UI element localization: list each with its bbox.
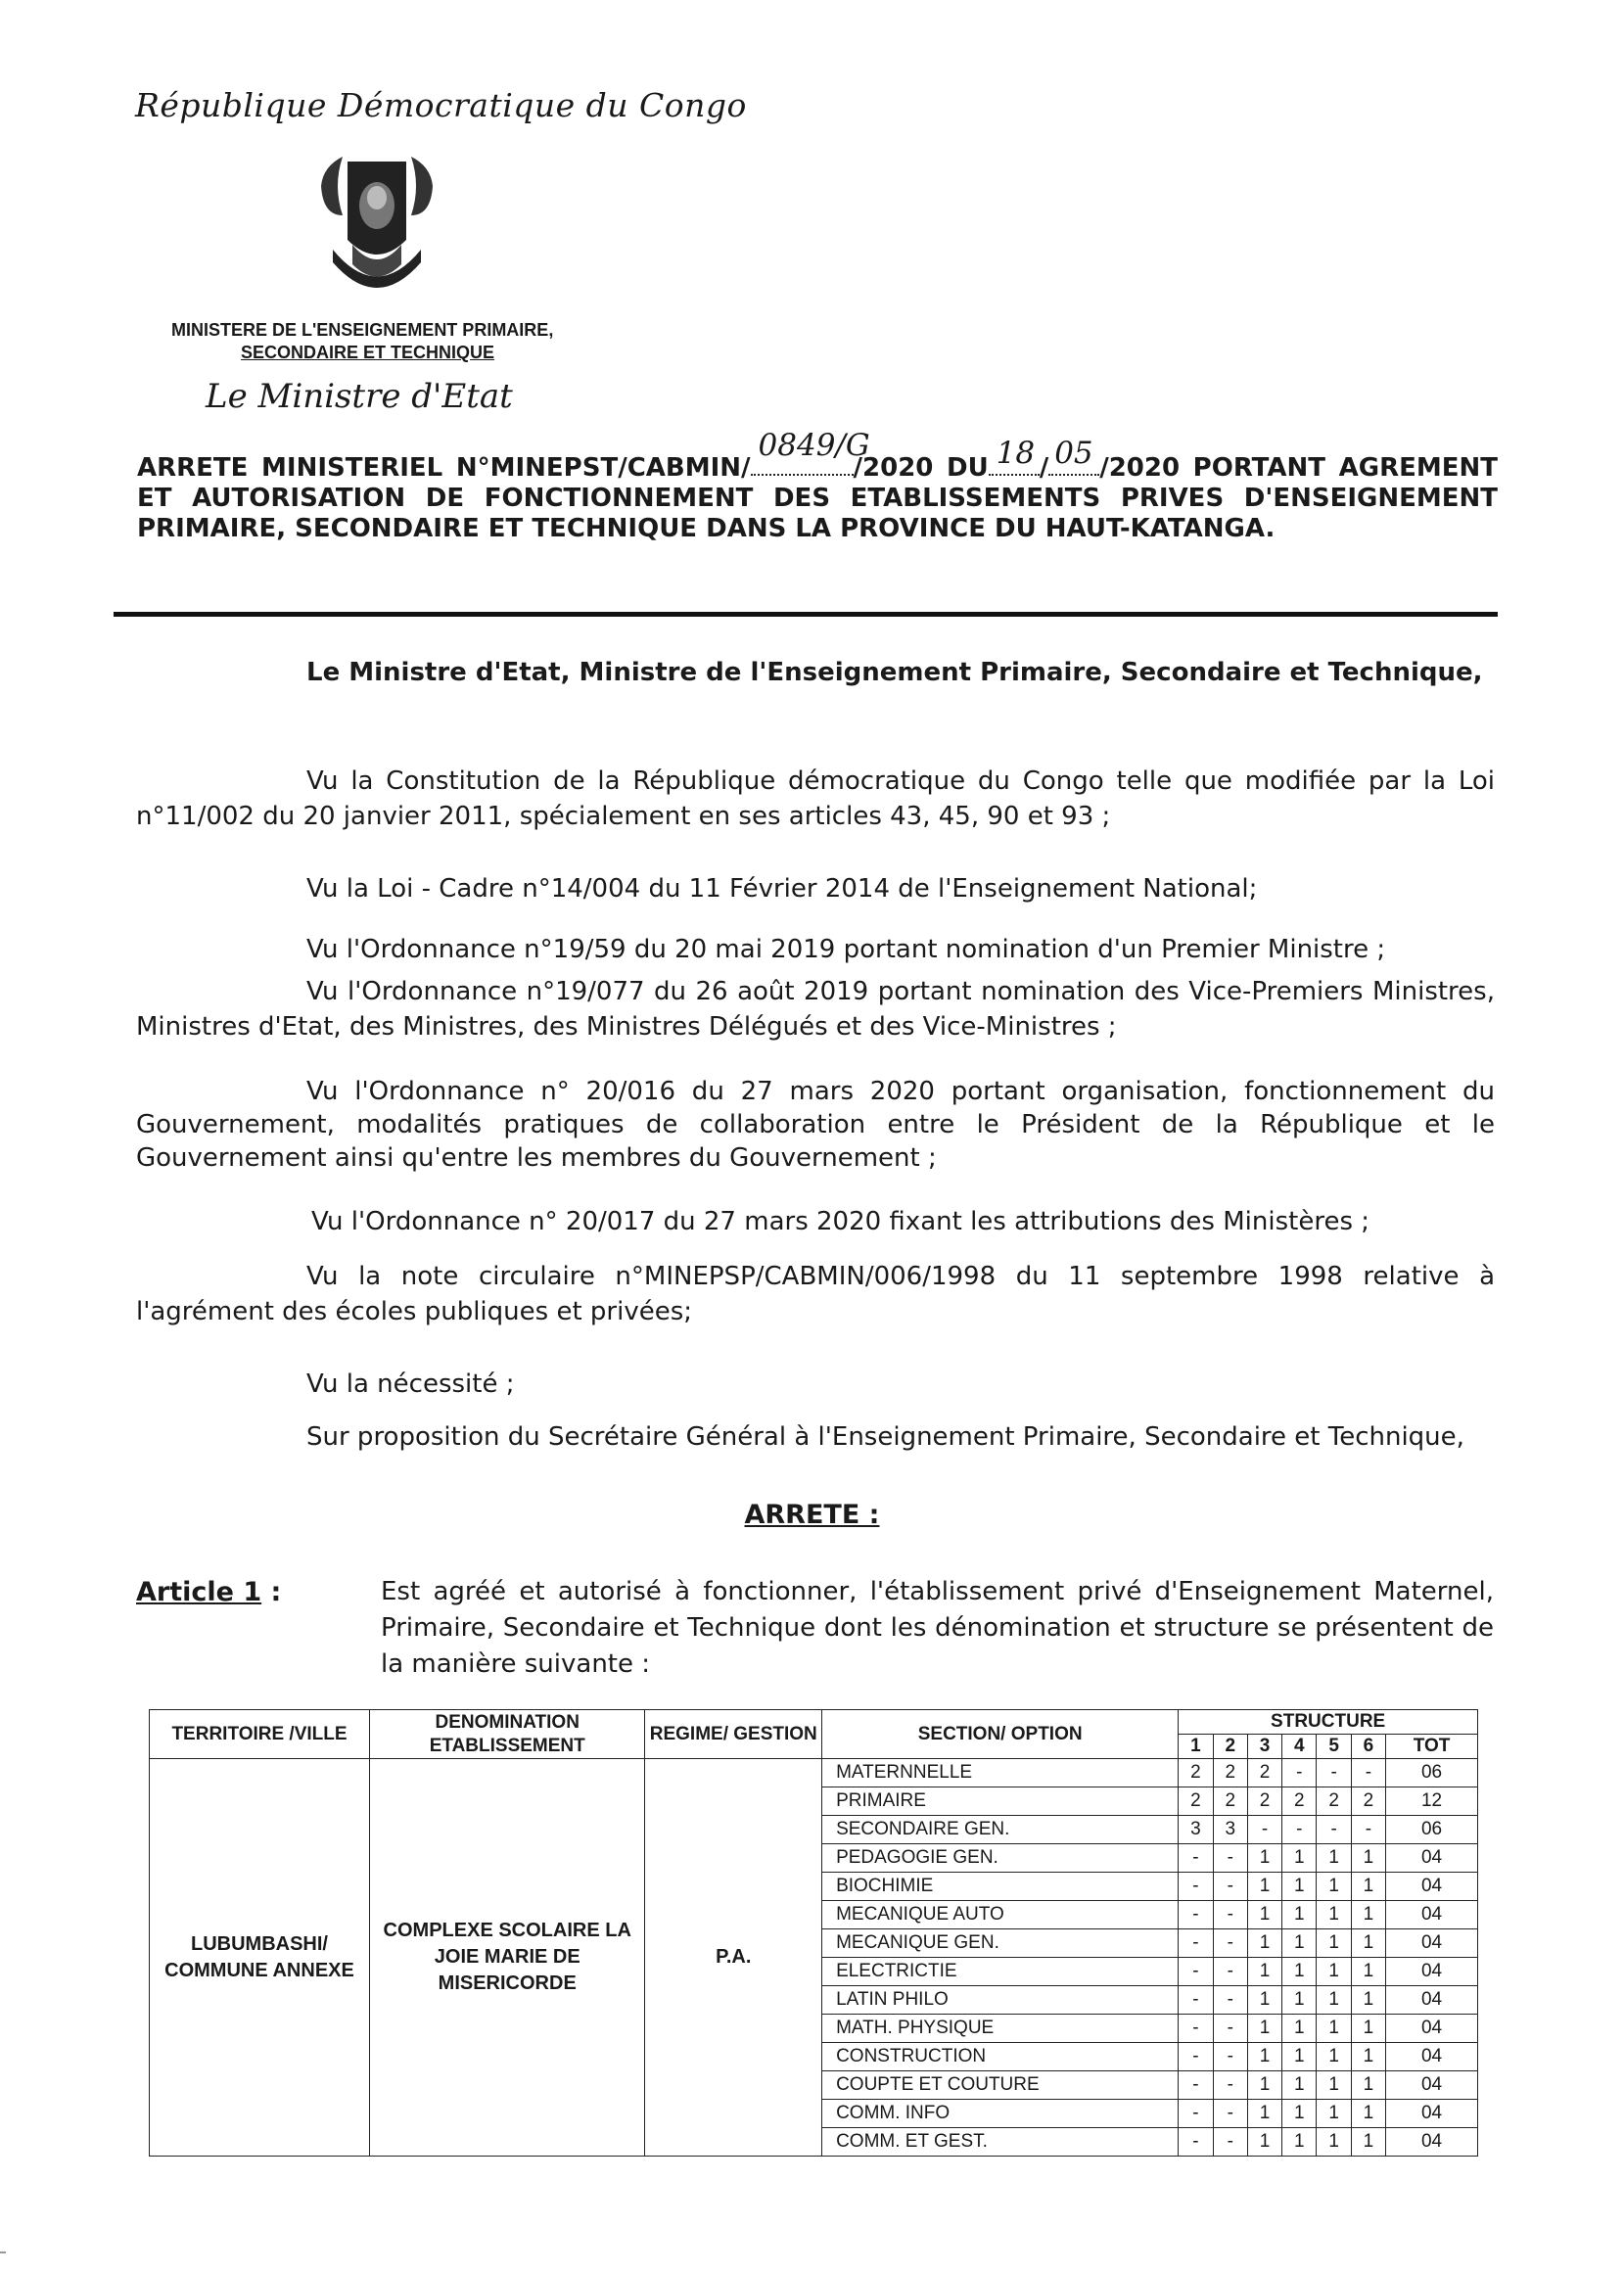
article-1-title: Article 1 <box>136 1577 262 1607</box>
level-4-cell: 1 <box>1282 2071 1317 2100</box>
option-cell: SECONDAIRE GEN. <box>822 1816 1179 1844</box>
option-cell: COMM. ET GEST. <box>822 2128 1179 2157</box>
consideration-3: Vu l'Ordonnance n°19/59 du 20 mai 2019 portant nomination d'un Premier Ministre ; <box>306 935 1386 964</box>
level-5-cell: 1 <box>1317 1986 1351 2015</box>
header-regime: REGIME/ GESTION <box>645 1710 822 1759</box>
level-4-cell: 1 <box>1282 1844 1317 1873</box>
article-1-text: Est agréé et autorisé à fonctionner, l'établissement privé d'Enseignement Maternel, Primaire, Secondaire et Technique dont les dénomination et structure se présentent de la manière suivante : <box>381 1577 1494 1679</box>
level-3-cell: 2 <box>1247 1787 1281 1816</box>
header-territoire: TERRITOIRE /VILLE <box>150 1710 370 1759</box>
level-1-cell: 2 <box>1179 1787 1213 1816</box>
article-1-label <box>136 1577 281 1607</box>
ministry-line-1: MINISTERE DE L'ENSEIGNEMENT PRIMAIRE, <box>171 320 554 340</box>
level-5-cell: 1 <box>1317 2100 1351 2128</box>
option-cell: PRIMAIRE <box>822 1787 1179 1816</box>
header-denomination: DENOMINATION ETABLISSEMENT <box>369 1710 644 1759</box>
decree-month: 05 <box>1054 436 1093 471</box>
level-5-cell: 1 <box>1317 2015 1351 2043</box>
consideration-7: Vu la note circulaire n°MINEPSP/CABMIN/006/1998 du 11 septembre 1998 relative à l'agrément des écoles publiques et privées; <box>136 1262 1495 1326</box>
consideration-1: Vu la Constitution de la République démocratique du Congo telle que modifiée par la Loi n°11/002 du 20 janvier 2011, spécialement en ses articles 43, 45, 90 et 93 ; <box>136 766 1495 831</box>
level-6-cell: - <box>1351 1759 1385 1787</box>
total-cell: 04 <box>1386 2015 1478 2043</box>
option-cell: COUPTE ET COUTURE <box>822 2071 1179 2100</box>
level-6-cell: 1 <box>1351 2100 1385 2128</box>
level-6-cell: 1 <box>1351 1873 1385 1901</box>
option-cell: COMM. INFO <box>822 2100 1179 2128</box>
level-2-cell: - <box>1213 2100 1247 2128</box>
total-cell: 06 <box>1386 1759 1478 1787</box>
option-cell: LATIN PHILO <box>822 1986 1179 2015</box>
option-cell: MECANIQUE AUTO <box>822 1901 1179 1929</box>
title-divider <box>114 612 1498 617</box>
level-5-cell: 1 <box>1317 1873 1351 1901</box>
level-3-cell: 1 <box>1247 1958 1281 1986</box>
consideration-6: Vu l'Ordonnance n° 20/017 du 27 mars 2020 fixant les attributions des Ministères ; <box>311 1207 1370 1236</box>
level-4-cell: 2 <box>1282 1787 1317 1816</box>
total-cell: 06 <box>1386 1816 1478 1844</box>
total-cell: 04 <box>1386 1958 1478 1986</box>
level-1-cell: - <box>1179 1986 1213 2015</box>
total-cell: 04 <box>1386 1986 1478 2015</box>
level-2-cell: 2 <box>1213 1787 1247 1816</box>
level-1-cell: - <box>1179 1901 1213 1929</box>
level-5-cell: 1 <box>1317 2128 1351 2157</box>
level-6-cell: 1 <box>1351 2015 1385 2043</box>
coat-of-arms-icon <box>313 147 441 303</box>
level-6-cell: 1 <box>1351 2043 1385 2071</box>
level-3-cell: 1 <box>1247 2100 1281 2128</box>
header-structure: STRUCTURE <box>1179 1710 1478 1735</box>
level-4-cell: 1 <box>1282 1873 1317 1901</box>
table-body <box>150 1759 1478 2157</box>
level-4-cell: 1 <box>1282 1986 1317 2015</box>
level-4-cell: 1 <box>1282 2015 1317 2043</box>
level-3-cell: 2 <box>1247 1759 1281 1787</box>
level-6-cell: 1 <box>1351 1986 1385 2015</box>
level-2-cell: - <box>1213 1873 1247 1901</box>
level-2-cell: 3 <box>1213 1816 1247 1844</box>
decree-number: 0849/G <box>758 428 870 463</box>
level-4-cell: 1 <box>1282 2043 1317 2071</box>
level-3-cell: 1 <box>1247 1873 1281 1901</box>
decree-rest: AGREMENT ET AUTORISATION DE FONCTIONNEMENT DES ETABLISSEMENTS PRIVES D'ENSEIGNEMENT PRIMAIRE, SECONDAIRE ET TECHNIQUE DANS LA PROVINCE DU HAUT-KATANGA. <box>137 453 1498 543</box>
level-2-cell: - <box>1213 1958 1247 1986</box>
level-5-cell: - <box>1317 1759 1351 1787</box>
total-cell: 04 <box>1386 2100 1478 2128</box>
header-section: SECTION/ OPTION <box>822 1710 1179 1759</box>
level-6-cell: 1 <box>1351 2071 1385 2100</box>
level-2-cell: - <box>1213 2015 1247 2043</box>
level-4-cell: 1 <box>1282 2128 1317 2157</box>
level-1-cell: - <box>1179 1929 1213 1958</box>
level-5-cell: 1 <box>1317 1929 1351 1958</box>
level-3-cell: 1 <box>1247 1986 1281 2015</box>
level-6-cell: 1 <box>1351 1929 1385 1958</box>
level-1-cell: - <box>1179 2100 1213 2128</box>
header-tot: TOT <box>1386 1735 1478 1759</box>
level-2-cell: - <box>1213 1986 1247 2015</box>
article-1-colon: : <box>270 1577 282 1607</box>
level-3-cell: 1 <box>1247 1929 1281 1958</box>
territoire-cell: LUBUMBASHI/ COMMUNE ANNEXE <box>150 1759 370 2157</box>
republic-heading: République Démocratique du Congo <box>135 86 747 124</box>
level-5-cell: 1 <box>1317 2071 1351 2100</box>
level-3-cell: 1 <box>1247 1901 1281 1929</box>
level-4-cell: - <box>1282 1759 1317 1787</box>
total-cell: 04 <box>1386 1929 1478 1958</box>
header-level-3: 3 <box>1247 1735 1281 1759</box>
level-1-cell: - <box>1179 2071 1213 2100</box>
arrete-heading: ARRETE : <box>744 1500 880 1530</box>
ministry-line-2: SECONDAIRE ET TECHNIQUE <box>241 343 495 362</box>
level-1-cell: - <box>1179 1958 1213 1986</box>
decree-day: 18 <box>996 436 1036 471</box>
level-4-cell: 1 <box>1282 1901 1317 1929</box>
level-1-cell: - <box>1179 1844 1213 1873</box>
level-5-cell: 2 <box>1317 1787 1351 1816</box>
level-1-cell: - <box>1179 2043 1213 2071</box>
level-6-cell: 2 <box>1351 1787 1385 1816</box>
consideration-4: Vu l'Ordonnance n°19/077 du 26 août 2019 portant nomination des Vice-Premiers Ministres, Ministres d'Etat, des Ministres, des Ministres Délégués et des Vice-Ministres ; <box>136 977 1495 1042</box>
option-cell: PEDAGOGIE GEN. <box>822 1844 1179 1873</box>
signatory-title: Le Ministre d'Etat <box>206 377 513 416</box>
level-3-cell: - <box>1247 1816 1281 1844</box>
option-cell: BIOCHIMIE <box>822 1873 1179 1901</box>
total-cell: 04 <box>1386 2043 1478 2071</box>
header-level-1: 1 <box>1179 1735 1213 1759</box>
option-cell: MECANIQUE GEN. <box>822 1929 1179 1958</box>
consideration-2: Vu la Loi - Cadre n°14/004 du 11 Février 2014 de l'Enseignement National; <box>306 874 1258 904</box>
denomination-cell: COMPLEXE SCOLAIRE LA JOIE MARIE DE MISERICORDE <box>369 1759 644 2157</box>
consideration-9: Sur proposition du Secrétaire Général à l'Enseignement Primaire, Secondaire et Technique, <box>306 1422 1464 1452</box>
level-1-cell: 3 <box>1179 1816 1213 1844</box>
header-level-2: 2 <box>1213 1735 1247 1759</box>
decree-year-du: /2020 DU <box>853 453 989 483</box>
option-cell: CONSTRUCTION <box>822 2043 1179 2071</box>
level-3-cell: 1 <box>1247 2071 1281 2100</box>
total-cell: 12 <box>1386 1787 1478 1816</box>
level-6-cell: - <box>1351 1816 1385 1844</box>
scan-mark <box>0 2251 6 2253</box>
table-row <box>150 1759 1478 1787</box>
level-6-cell: 1 <box>1351 2128 1385 2157</box>
level-1-cell: 2 <box>1179 1759 1213 1787</box>
level-5-cell: 1 <box>1317 1844 1351 1873</box>
level-6-cell: 1 <box>1351 1901 1385 1929</box>
level-5-cell: 1 <box>1317 1901 1351 1929</box>
level-6-cell: 1 <box>1351 1958 1385 1986</box>
level-5-cell: 1 <box>1317 1958 1351 1986</box>
option-cell: MATH. PHYSIQUE <box>822 2015 1179 2043</box>
level-5-cell: 1 <box>1317 2043 1351 2071</box>
decree-title: ARRETE MINISTERIEL N°MINEPST/CABMIN/ 0849/G /2020 DU 18 / 05 /2020 PORTANT AGREMENT ET AUTORISATION DE FONCTIONNEMENT DES ETABLISSEMENTS PRIVES D'ENSEIGNEMENT PRIMAIRE, SECONDAIRE ET TECHNIQUE DANS LA PROVINCE DU HAUT-KATANGA. <box>137 428 1498 543</box>
level-2-cell: - <box>1213 2128 1247 2157</box>
level-1-cell: - <box>1179 2015 1213 2043</box>
level-2-cell: - <box>1213 1929 1247 1958</box>
level-1-cell: - <box>1179 2128 1213 2157</box>
level-3-cell: 1 <box>1247 2015 1281 2043</box>
level-2-cell: - <box>1213 2071 1247 2100</box>
minister-heading: Le Ministre d'Etat, Ministre de l'Enseignement Primaire, Secondaire et Technique, <box>306 658 1483 687</box>
total-cell: 04 <box>1386 1873 1478 1901</box>
header-level-6: 6 <box>1351 1735 1385 1759</box>
decree-rest-line1: /2020 PORTANT <box>1099 453 1326 483</box>
level-3-cell: 1 <box>1247 1844 1281 1873</box>
level-6-cell: 1 <box>1351 1844 1385 1873</box>
total-cell: 04 <box>1386 2071 1478 2100</box>
level-5-cell: - <box>1317 1816 1351 1844</box>
level-2-cell: - <box>1213 1901 1247 1929</box>
header-level-4: 4 <box>1282 1735 1317 1759</box>
regime-cell: P.A. <box>645 1759 822 2157</box>
consideration-5: Vu l'Ordonnance n° 20/016 du 27 mars 2020 portant organisation, fonctionnement du Gouvernement, modalités pratiques de collaboration entre le Président de la République et le Gouvernement ainsi qu'entre les membres du Gouvernement ; <box>136 1077 1495 1173</box>
level-2-cell: - <box>1213 2043 1247 2071</box>
total-cell: 04 <box>1386 1844 1478 1873</box>
level-2-cell: 2 <box>1213 1759 1247 1787</box>
level-2-cell: - <box>1213 1844 1247 1873</box>
total-cell: 04 <box>1386 2128 1478 2157</box>
level-4-cell: 1 <box>1282 2100 1317 2128</box>
header-level-5: 5 <box>1317 1735 1351 1759</box>
decree-prefix: ARRETE MINISTERIEL N°MINEPST/CABMIN/ <box>137 453 751 483</box>
level-4-cell: 1 <box>1282 1929 1317 1958</box>
consideration-8: Vu la nécessité ; <box>306 1369 515 1399</box>
option-cell: MATERNNELLE <box>822 1759 1179 1787</box>
level-1-cell: - <box>1179 1873 1213 1901</box>
level-3-cell: 1 <box>1247 2043 1281 2071</box>
level-4-cell: 1 <box>1282 1958 1317 1986</box>
structure-table <box>149 1709 1478 2157</box>
total-cell: 04 <box>1386 1901 1478 1929</box>
level-4-cell: - <box>1282 1816 1317 1844</box>
level-3-cell: 1 <box>1247 2128 1281 2157</box>
option-cell: ELECTRICTIE <box>822 1958 1179 1986</box>
